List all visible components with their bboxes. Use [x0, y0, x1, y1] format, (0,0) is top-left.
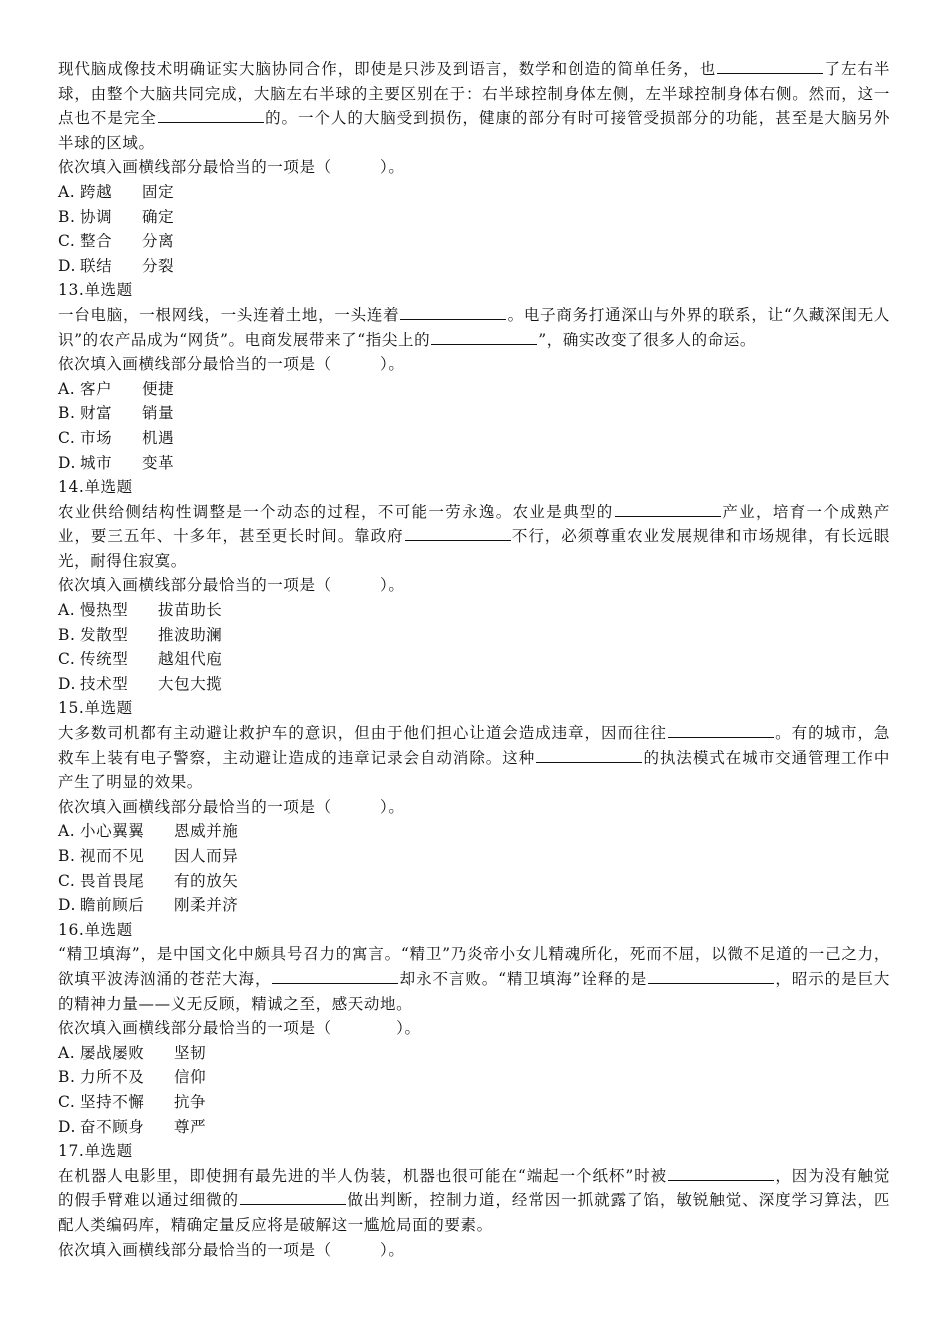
q15-option-a[interactable]: A. 小心翼翼 恩威并施 — [58, 822, 239, 841]
answer-blank — [615, 500, 721, 517]
q16-header: 16.单选题 — [58, 920, 133, 939]
q14-passage: 农业供给侧结构性调整是一个动态的过程，不可能一劳永逸。农业是典型的 产业，培育一个成熟产业，要三五年、十多年，甚至更长时间。靠政府 不行，必须尊重农业发展规律和市场规律，有长远眼光，耐得住寂寞。 — [58, 500, 890, 574]
q16-option-c[interactable]: C. 坚持不懈 抗争 — [58, 1092, 207, 1111]
q15-option-d[interactable]: D. 瞻前顾后 刚柔并济 — [58, 896, 239, 915]
q17-passage: 在机器人电影里，即使拥有最先进的半人伪装，机器也很可能在“端起一个纸杯”时被 ，因为没有触觉的假手臂难以通过细微的 做出判断，控制力道，经常因一抓就露了馅，敏锐触觉、深度学习算法，匹配人类编码库，精确定量反应将是破解这一尴尬局面的要素。 — [58, 1164, 890, 1238]
q12-stem: 依次填入画横线部分最恰当的一项是（ ）。 — [58, 158, 405, 177]
q14-stem: 依次填入画横线部分最恰当的一项是（ ）。 — [58, 576, 405, 595]
answer-blank — [431, 328, 537, 345]
q14-option-b[interactable]: B. 发散型 推波助澜 — [58, 625, 223, 644]
q16-option-b[interactable]: B. 力所不及 信仰 — [58, 1068, 207, 1087]
q15-passage: 大多数司机都有主动避让救护车的意识，但由于他们担心让道会造成违章，因而往往 。有的城市，急救车上装有电子警察，主动避让造成的违章记录会自动消除。这种 的执法模式在城市交通管理工作中产生了明显的效果。 — [58, 721, 890, 795]
q12-option-b[interactable]: B. 协调 确定 — [58, 207, 175, 226]
q12-option-d[interactable]: D. 联结 分裂 — [58, 256, 175, 275]
answer-blank — [668, 1164, 774, 1181]
q16-option-d[interactable]: D. 奋不顾身 尊严 — [58, 1117, 207, 1136]
q15-header: 15.单选题 — [58, 699, 133, 718]
q16-option-a[interactable]: A. 屡战屡败 坚韧 — [58, 1043, 207, 1062]
answer-blank — [717, 57, 823, 74]
q15-stem: 依次填入画横线部分最恰当的一项是（ ）。 — [58, 797, 405, 816]
q13-option-d[interactable]: D. 城市 变革 — [58, 453, 175, 472]
q13-stem: 依次填入画横线部分最恰当的一项是（ ）。 — [58, 355, 405, 374]
answer-blank — [240, 1188, 346, 1205]
q12-option-c[interactable]: C. 整合 分离 — [58, 232, 175, 251]
q14-option-d[interactable]: D. 技术型 大包大揽 — [58, 674, 223, 693]
q13-header: 13.单选题 — [58, 281, 133, 300]
q17-stem: 依次填入画横线部分最恰当的一项是（ ）。 — [58, 1240, 405, 1259]
q13-option-b[interactable]: B. 财富 销量 — [58, 404, 175, 423]
answer-blank — [648, 967, 774, 984]
answer-blank — [400, 303, 506, 320]
answer-blank — [405, 524, 511, 541]
q13-option-a[interactable]: A. 客户 便捷 — [58, 379, 175, 398]
q12-option-a[interactable]: A. 跨越 固定 — [58, 182, 175, 201]
q14-option-a[interactable]: A. 慢热型 拔苗助长 — [58, 601, 223, 620]
answer-blank — [158, 106, 264, 123]
answer-blank — [536, 746, 642, 763]
q13-option-c[interactable]: C. 市场 机遇 — [58, 428, 175, 447]
q12-passage: 现代脑成像技术明确证实大脑协同合作，即使是只涉及到语言，数学和创造的简单任务，也 了左右半球，由整个大脑共同完成，大脑左右半球的主要区别在于：右半球控制身体左侧，左半球控制身体右侧。然而，这一点也不是完全 的。一个人的大脑受到损伤，健康的部分有时可接管受损部分的功能，甚至是大脑另外半球的区域。 — [58, 57, 890, 155]
q15-option-c[interactable]: C. 畏首畏尾 有的放矢 — [58, 871, 239, 890]
answer-blank — [272, 967, 398, 984]
q14-header: 14.单选题 — [58, 478, 133, 497]
q14-option-c[interactable]: C. 传统型 越俎代庖 — [58, 650, 223, 669]
q16-passage: “精卫填海”，是中国文化中颇具号召力的寓言。“精卫”乃炎帝小女儿精魂所化，死而不屈，以微不足道的一己之力，欲填平波涛汹涌的苍茫大海， 却永不言败。“精卫填海”诠释的是 ，昭示的是巨大的精神力量——义无反顾，精诚之至，感天动地。 — [58, 945, 890, 1013]
answer-blank — [668, 721, 774, 738]
q15-option-b[interactable]: B. 视而不见 因人而异 — [58, 847, 239, 865]
exam-page — [58, 57, 890, 1262]
q16-stem: 依次填入画横线部分最恰当的一项是（ ）。 — [58, 1019, 421, 1038]
q17-header: 17.单选题 — [58, 1142, 133, 1161]
q13-passage: 一台电脑，一根网线，一头连着土地，一头连着 。电子商务打通深山与外界的联系，让“久藏深闺无人识”的农产品成为“网货”。电商发展带来了“指尖上的 ”，确实改变了很多人的命运。 — [58, 303, 890, 352]
